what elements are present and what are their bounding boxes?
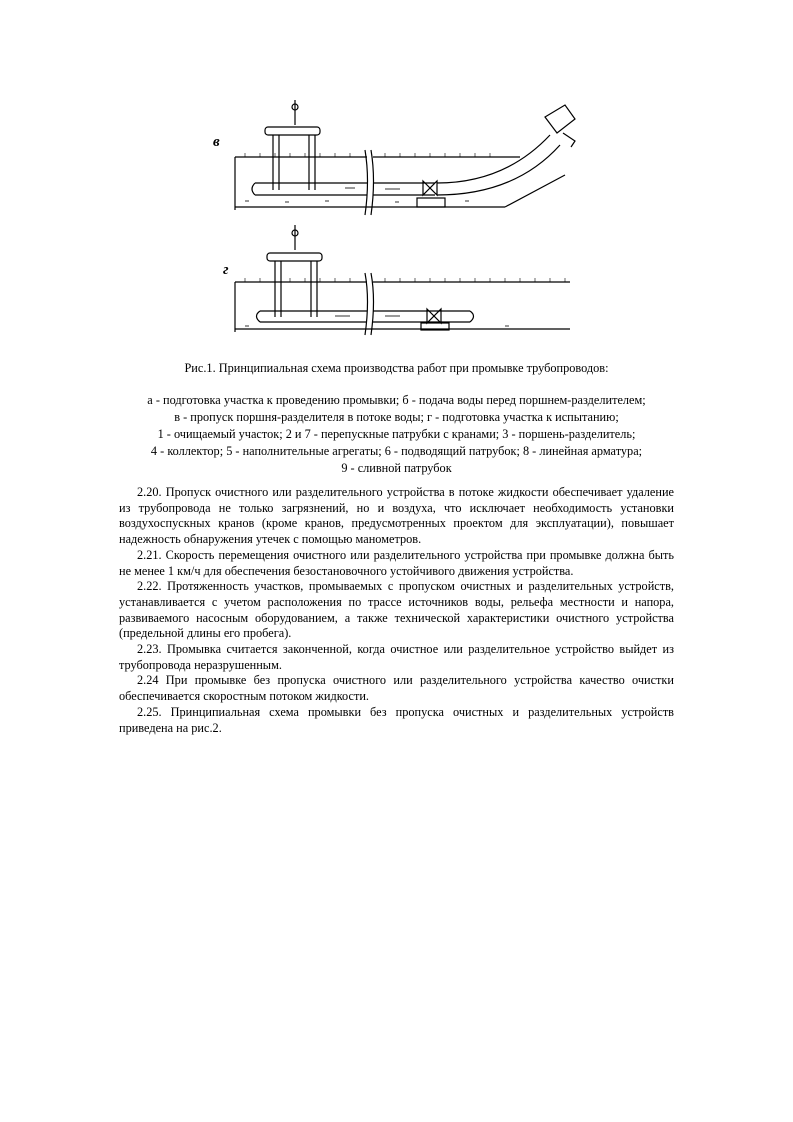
figure-label-v: в: [213, 134, 220, 150]
caption-line: 4 - коллектор; 5 - наполнительные агрегаты; 6 - подводящий патрубок; 8 - линейная арматура;: [150, 444, 643, 458]
paragraph-2-23: 2.23. Промывка считается законченной, когда очистное или разделительное устройство выйдет из трубопровода неразрушенным.: [119, 642, 674, 672]
figure-label-g: г: [223, 262, 229, 278]
paragraph-2-20: 2.20. Пропуск очистного или разделительного устройства в потоке жидкости обеспечивает удаление из трубопровода не только загрязнений, но и воздуха, что исключает необходимость установки воздухоспускных кранов (кроме кранов, предусмотренных проектом для эксплуатации), повышает надежность обнаружения утечек с помощью манометров.: [119, 485, 674, 547]
paragraph-2-22: 2.22. Протяженность участков, промываемых с пропуском очистных и разделительных устройств, устанавливается с учетом расположения по трассе источников воды, рельефа местности и напора, развиваемого насосным оборудованием, а также технической характеристики очистного устройства (предельной длины его пробега).: [119, 579, 674, 641]
paragraph-2-24: 2.24 При промывке без пропуска очистного или разделительного устройства качество очистки обеспечивается скоростным потоком жидкости.: [119, 673, 674, 704]
caption-title: Рис.1. Принципиальная схема производства работ при промывке трубопроводов:: [184, 361, 609, 375]
caption-line: в - пропуск поршня-разделителя в потоке воды; г - подготовка участка к испытанию;: [174, 410, 619, 424]
paragraph-2-25: 2.25. Принципиальная схема промывки без пропуска очистных и разделительных устройств приведена на рис.2.: [119, 704, 674, 735]
body-text: [119, 485, 674, 736]
caption-line: 9 - сливной патрубок: [341, 461, 452, 475]
paragraph-2-21: 2.21. Скорость перемещения очистного или разделительного устройства при промывке должна быть не менее 1 км/ч для обеспечения безостановочного устойчивого движения устройства.: [119, 547, 674, 578]
pipeline-flushing-figure: [205, 95, 580, 345]
caption-line: а - подготовка участка к проведению промывки; б - подача воды перед поршнем-разделителем;: [147, 393, 646, 407]
caption-line: 1 - очищаемый участок; 2 и 7 - перепускные патрубки с кранами; 3 - поршень-разделитель;: [157, 427, 636, 441]
figure-caption: [100, 360, 693, 477]
